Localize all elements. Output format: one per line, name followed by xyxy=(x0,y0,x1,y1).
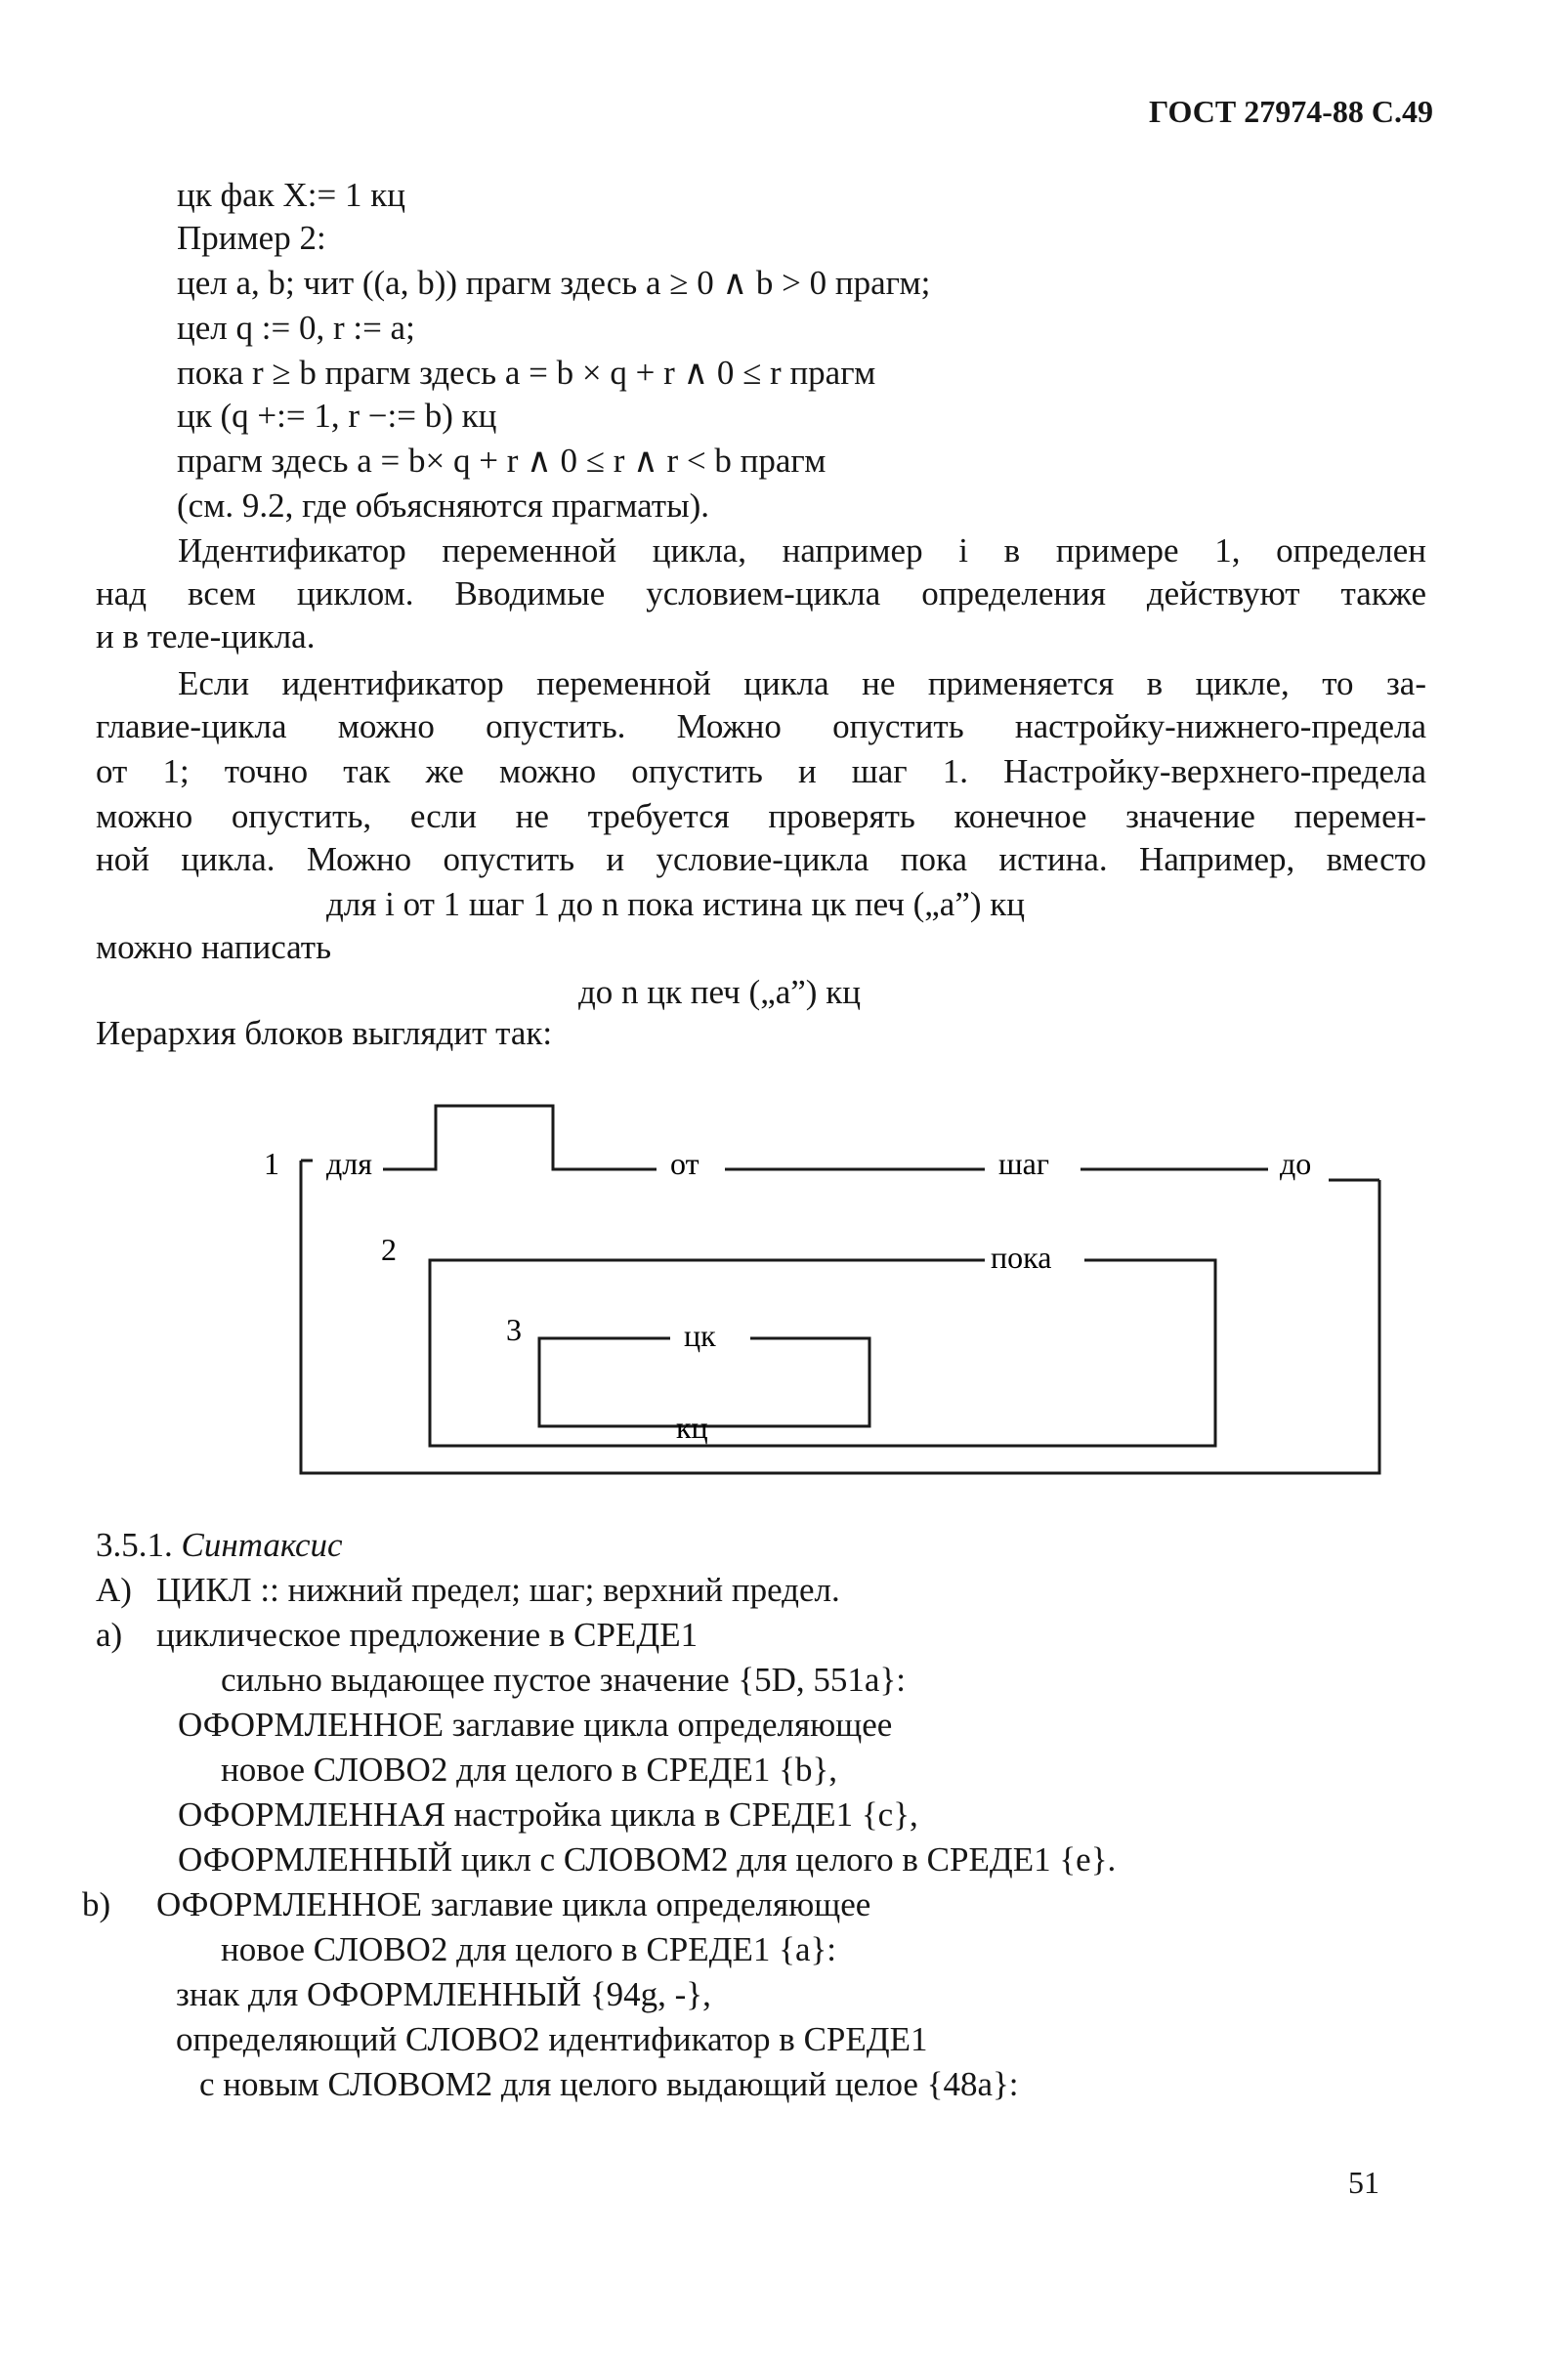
paragraph-line: можно написать xyxy=(96,928,332,966)
syntax-line: ОФОРМЛЕННЫЙ цикл с СЛОВОМ2 для целого в СРЕДЕ1 {e}. xyxy=(178,1840,1117,1879)
paragraph-line: Если идентификатор переменной цикла не применяется в цикле, то за- xyxy=(178,664,1426,702)
code-line: прагм здесь a = b× q + r ∧ 0 ≤ r ∧ r < b прагм xyxy=(177,442,826,480)
diagram-label-ot: от xyxy=(670,1146,699,1181)
syntax-mark: a) xyxy=(96,1616,123,1654)
paragraph-line: Иерархия блоков выглядит так: xyxy=(96,1014,553,1052)
code-line: пока r ≥ b прагм здесь a = b × q + r ∧ 0 ≤ r прагм xyxy=(177,354,876,392)
diagram-label-shag: шаг xyxy=(998,1146,1049,1181)
section-title: Синтаксис xyxy=(181,1526,343,1564)
middle-block-frame xyxy=(430,1260,1215,1446)
example-line: для i от 1 шаг 1 до n пока истина цк печ („a”) кц xyxy=(326,885,1026,923)
syntax-line: определяющий СЛОВО2 идентификатор в СРЕДЕ1 xyxy=(176,2020,928,2058)
code-line: цк (q +:= 1, r −:= b) кц xyxy=(177,397,497,435)
syntax-line: циклическое предложение в СРЕДЕ1 xyxy=(156,1616,699,1654)
syntax-line: с новым СЛОВОМ2 для целого выдающий целое {48a}: xyxy=(199,2065,1019,2103)
code-line: цел a, b; чит ((a, b)) прагм здесь a ≥ 0 ∧ b > 0 прагм; xyxy=(177,264,931,302)
diagram-number-3: 3 xyxy=(506,1312,522,1347)
syntax-line: новое СЛОВО2 для целого в СРЕДЕ1 {b}, xyxy=(221,1751,837,1789)
syntax-line: ОФОРМЛЕННОЕ заглавие цикла определяющее xyxy=(156,1885,871,1923)
section-number: 3.5.1. xyxy=(96,1526,173,1564)
syntax-line: ОФОРМЛЕННОЕ заглавие цикла определяющее xyxy=(178,1706,893,1744)
syntax-mark: A) xyxy=(96,1571,132,1609)
code-line: цк фак X:= 1 кц xyxy=(177,176,405,214)
example-line: до n цк печ („a”) кц xyxy=(578,973,861,1011)
paragraph-line: и в теле-цикла. xyxy=(96,617,316,655)
syntax-line: сильно выдающее пустое значение {5D, 551a}: xyxy=(221,1661,906,1699)
code-line: цел q := 0, r := a; xyxy=(177,309,415,347)
section-heading xyxy=(96,1524,343,1567)
diagram-label-do: до xyxy=(1280,1146,1312,1181)
page-number: 51 xyxy=(1348,2165,1379,2200)
paragraph-line: над всем циклом. Вводимые условием-цикла определения действуют также xyxy=(96,574,1426,612)
syntax-mark: b) xyxy=(82,1885,111,1923)
diagram-number-2: 2 xyxy=(381,1232,397,1267)
diagram-number-1: 1 xyxy=(264,1146,279,1181)
page-header: ГОСТ 27974-88 С.49 xyxy=(1148,94,1433,129)
paragraph-line: можно опустить, если не требуется проверять конечное значение перемен- xyxy=(96,797,1426,835)
diagram-label-dlya: для xyxy=(326,1146,372,1181)
syntax-line: ЦИКЛ :: нижний предел; шаг; верхний предел. xyxy=(156,1571,840,1609)
outer-block-top-step xyxy=(383,1106,657,1169)
code-line: (см. 9.2, где объясняются прагматы). xyxy=(177,486,709,525)
paragraph-line: главие-цикла можно опустить. Можно опустить настройку-нижнего-предела xyxy=(96,707,1426,745)
syntax-line: ОФОРМЛЕННАЯ настройка цикла в СРЕДЕ1 {c}, xyxy=(178,1795,918,1834)
diagram-label-kts: кц xyxy=(676,1410,708,1445)
paragraph-line: от 1; точно так же можно опустить и шаг 1. Настройку-верхнего-предела xyxy=(96,752,1426,790)
syntax-line: знак для ОФОРМЛЕННЫЙ {94g, -}, xyxy=(176,1975,711,2013)
diagram-label-poka: пока xyxy=(991,1240,1052,1275)
diagram-label-tsk: цк xyxy=(684,1318,716,1353)
code-line: Пример 2: xyxy=(177,219,326,257)
paragraph-line: Идентификатор переменной цикла, например i в примере 1, определен xyxy=(178,531,1426,570)
syntax-line: новое СЛОВО2 для целого в СРЕДЕ1 {a}: xyxy=(221,1930,836,1968)
paragraph-line: ной цикла. Можно опустить и условие-цикла пока истина. Например, вместо xyxy=(96,840,1426,878)
